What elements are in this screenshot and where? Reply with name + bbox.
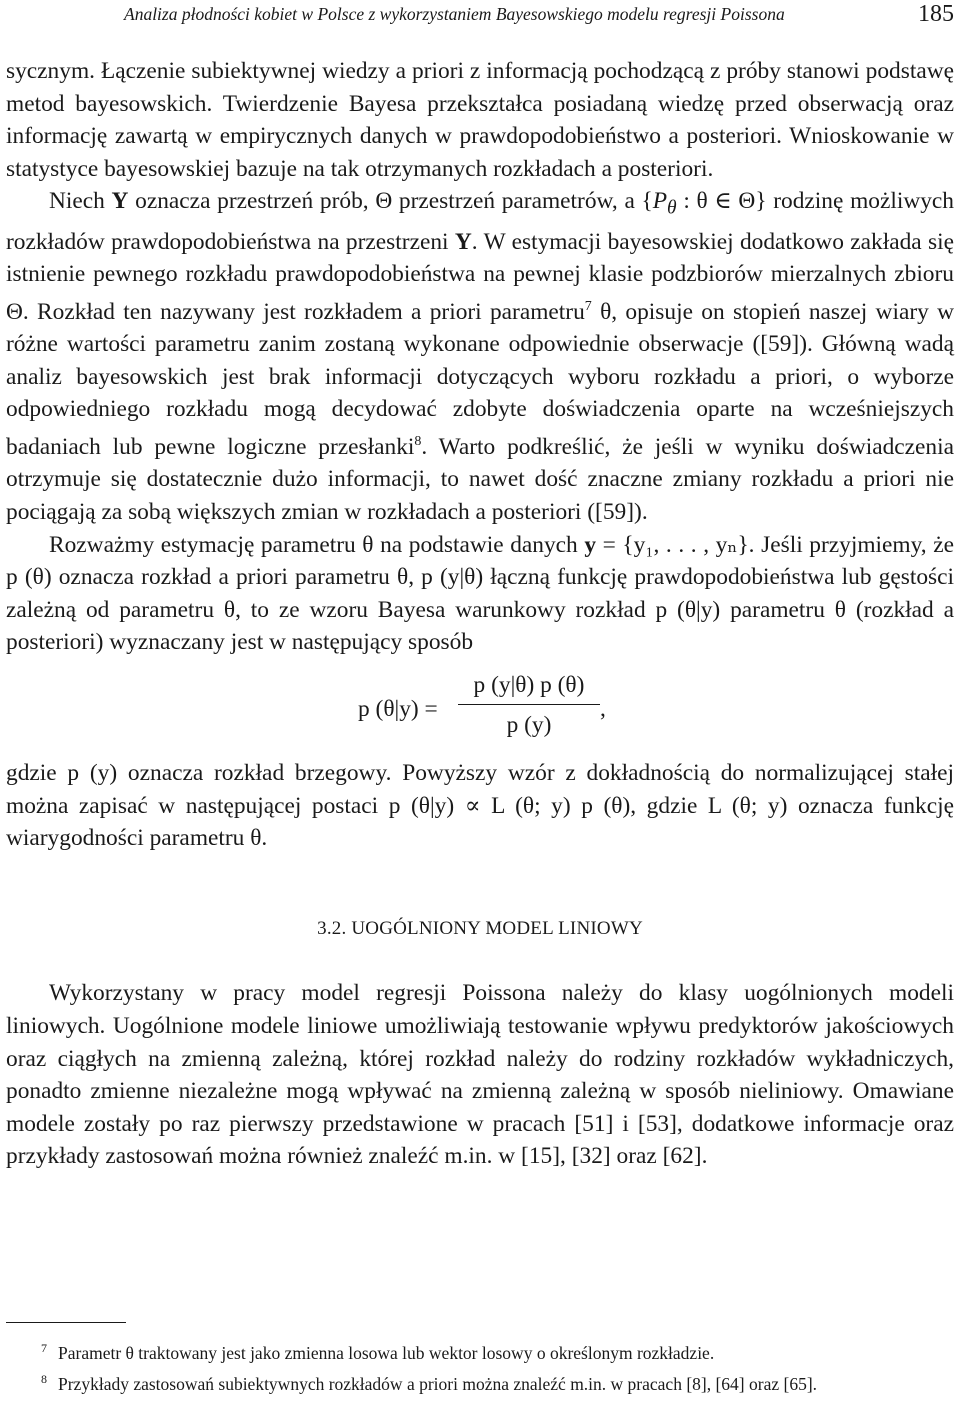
sample-space-symbol: Y — [111, 188, 129, 215]
footnote-ref-7[interactable]: 7 — [584, 298, 592, 314]
footnote-divider — [6, 1322, 126, 1323]
p2-text-c: : θ ∈ Θ} rodzinę możliwych rozkładów prawdopodobieństwa na przestrzeni — [6, 188, 955, 255]
footnote-ref-8[interactable]: 8 — [414, 434, 422, 449]
page-number: 185 — [918, 1, 954, 27]
section-heading: 3.2. UOGÓLNIONY MODEL LINIOWY — [317, 917, 643, 939]
p3-text-b: = {y₁, . . . , yₙ}. Jeśli przyjmiemy, że p (θ) oznacza rozkład a priori parametru θ, p (y|θ) łączną funkcję prawdopodobieństwa lub gęstości zależną od parametru θ, to ze wzoru Bayesa warunkowy rozkład p (θ|y) parametru θ (rozkład a posteriori) wyznaczany jest w następujący sposób — [6, 531, 954, 656]
bayes-equation — [6, 669, 954, 751]
sample-space-symbol-2: Y — [454, 228, 472, 255]
distribution-subscript: θ — [667, 198, 677, 220]
running-title: Analiza płodności kobiet w Polsce z wykorzystaniem Bayesowskiego modelu regresji Poissona — [124, 4, 785, 24]
equation-numerator: p (y|θ) p (θ) — [458, 669, 600, 705]
p2-text-a: Niech — [49, 188, 112, 215]
footnote-mark: 7 — [41, 1341, 47, 1355]
paragraph-5: Wykorzystany w pracy model regresji Poissona należy do klasy uogólnionych modeli liniowych. Uogólnione modele liniowe umożliwiają testowanie wpływu predyktorów jakościowych oraz ciągłych na zmienną zależną, której rozkład należy do rodziny rozkładów wykładniczych, ponadto zmienne niezależne mogą wpływać na zmienną zależną w sposób nieliniowy. Omawiane modele zostały po raz pierwszy przedstawione w pracach [51] i [53], dodatkowe informacje oraz przykłady zastosowań można również znaleźć m.in. w [15], [32] oraz [62]. — [6, 980, 954, 1170]
body-text — [6, 55, 954, 1173]
equation-lhs: p (θ|y) = — [358, 695, 438, 722]
p2-text-d: . W estymacji bayesowskiej dodatkowo zakłada się istnienie pewnego rozkładu prawdopodobieństwa na pewnej klasie podzbiorów mierzalnych zbioru Θ. Rozkład ten nazywany jest rozkładem a priori parametru — [6, 228, 954, 325]
footnote-8 — [6, 1366, 954, 1397]
p2-text-b: oznacza przestrzeń prób, Θ przestrzeń parametrów, a { — [128, 188, 653, 215]
p3-text-a: Rozważmy estymację parametru θ na podstawie danych — [49, 531, 585, 558]
p2-text-f: . Warto podkreślić, że jeśli w wyniku doświadczenia otrzymuje się dostatecznie dużo informacji, to nawet dość znaczne zmiany rozkładu a priori nie pociągają za sobą większych zmian w rozkładach a posteriori ([59]). — [6, 433, 955, 525]
paragraph-2 — [6, 185, 954, 528]
page — [6, 0, 954, 36]
page-header — [6, 0, 954, 36]
equation-fraction — [458, 669, 600, 741]
footnotes — [6, 1322, 954, 1397]
equation-denominator: p (y) — [506, 711, 552, 738]
footnote-text: Parametr θ traktowany jest jako zmienna losowa lub wektor losowy o określonym rozkładzie. — [58, 1342, 715, 1363]
data-vector-symbol: y — [584, 531, 597, 558]
paragraph-4: gdzie p (y) oznacza rozkład brzegowy. Powyższy wzór z dokładnością do normalizującej stałej można zapisać w następującej postaci p (θ|y) ∝ L (θ; y) p (θ), gdzie L (θ; y) oznacza funkcję wiarygodności parametru θ. — [6, 759, 954, 852]
paragraph-3 — [6, 529, 954, 659]
p2-text-e: θ, opisuje on stopień naszej wiary w różne wartości parametru zanim zostaną wykonane odpowiednie obserwacje ([59]). Główną wadą analiz bayesowskich jest brak informacji dotyczących wyboru rozkładu a priori, o wyborze odpowiedniego rozkładu mogą decydować zdobyte doświadczenia oparte na wcześniejszych badaniach lub pewne logiczne przesłanki — [6, 298, 954, 460]
footnote-text: Przykłady zastosowań subiektywnych rozkładów a priori można znaleźć m.in. w pracach [8], [64] oraz [65]. — [58, 1373, 818, 1394]
equation-trailing: , — [600, 695, 606, 722]
footnote-mark: 8 — [41, 1371, 47, 1386]
paragraph-1: sycznym. Łączenie subiektywnej wiedzy a priori z informacją pochodzącą z próby stanowi podstawę metod bayesowskich. Twierdzenie Bayesa przekształca posiadaną wiedzę przed obserwacją oraz informację zawartą w empirycznych danych w prawdopodobieństwo a posteriori. Wnioskowanie w statystyce bayesowskiej bazuje na tak otrzymanych rozkładach a posteriori. — [6, 58, 954, 182]
distribution-symbol: P — [652, 188, 668, 215]
footnote-7 — [6, 1335, 954, 1366]
